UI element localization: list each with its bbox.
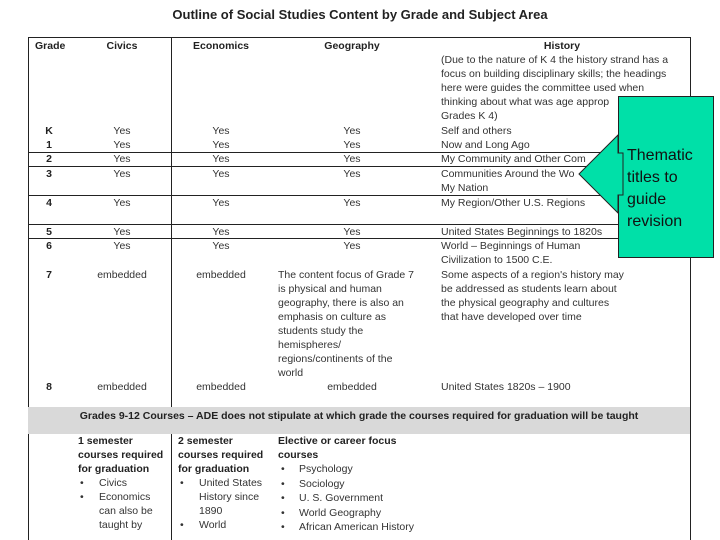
civics-cell: Yes (113, 240, 131, 252)
civics-cell: Yes (113, 168, 131, 180)
history-cell-line: My Region/Other U.S. Regions (441, 197, 586, 209)
bullet-icon: • (80, 477, 84, 489)
economics-cell: embedded (196, 381, 246, 393)
history-note-line: focus on building disciplinary skills; the headings (441, 68, 667, 80)
grade-cell: 3 (46, 168, 52, 180)
history-cell-line: be addressed as students learn about (441, 283, 617, 295)
history-cell-line: Now and Long Ago (441, 139, 530, 151)
header-history: History (543, 40, 581, 52)
bullet-icon: • (281, 506, 285, 519)
col1-item: can also be (99, 505, 153, 517)
col3-heading: Elective or career focus (278, 435, 397, 447)
civics-cell: embedded (97, 381, 147, 393)
thematic-titles-callout (618, 96, 714, 258)
col3-heading: courses (278, 449, 319, 461)
geography-cell-line: world (278, 367, 304, 379)
header-civics: Civics (106, 40, 138, 52)
col2-heading: for graduation (178, 463, 250, 475)
callout-line: revision (627, 213, 683, 230)
bullet-icon: • (80, 491, 84, 503)
col3-item: Sociology (299, 477, 345, 490)
grade-cell: 5 (46, 226, 52, 238)
economics-cell: Yes (212, 153, 230, 165)
economics-cell: Yes (212, 226, 230, 238)
geography-cell-line: emphasis on culture as (278, 311, 386, 323)
geography-cell: Yes (343, 125, 361, 137)
col3-item: Psychology (299, 463, 353, 475)
geography-cell: embedded (327, 381, 377, 393)
history-cell-line: World – Beginnings of Human (441, 240, 581, 252)
grade-cell: 4 (46, 197, 52, 209)
geography-cell-line: The content focus of Grade 7 (278, 269, 414, 281)
grade-cell: 2 (46, 153, 52, 165)
economics-cell: Yes (212, 240, 230, 252)
history-note-line: here were guides the committee used when (441, 82, 645, 94)
history-cell-line: My Nation (441, 182, 489, 194)
col3-item: World Geography (299, 506, 382, 519)
col3-item: African American History (299, 521, 414, 533)
history-cell-line: Some aspects of a region's history may (441, 269, 624, 281)
callout-line: titles to (627, 169, 678, 186)
bullet-icon: • (180, 519, 184, 531)
col2-item: World (199, 519, 227, 531)
history-cell-line: Self and others (441, 125, 512, 137)
civics-cell: embedded (97, 269, 147, 281)
economics-cell: Yes (212, 139, 230, 151)
civics-cell: Yes (113, 226, 131, 238)
history-cell-line: the physical geography and cultures (441, 297, 610, 309)
col3-item: U. S. Government (299, 492, 384, 504)
economics-cell: Yes (212, 168, 230, 180)
history-note-line: (Due to the nature of K 4 the history strand has a (441, 54, 669, 66)
col2-item: History since (199, 491, 260, 503)
geography-cell: Yes (343, 226, 361, 238)
grade-cell: 6 (46, 240, 52, 252)
civics-cell: Yes (113, 197, 131, 209)
economics-cell: Yes (212, 197, 230, 209)
geography-cell: Yes (343, 168, 361, 180)
history-cell-line: Communities Around the Wo (441, 168, 575, 180)
grade-cell: 8 (46, 381, 52, 393)
header-grade: Grade (35, 40, 66, 52)
bullet-icon: • (180, 477, 184, 489)
geography-cell-line: is physical and human (278, 283, 382, 295)
callout-arrow-icon (578, 128, 624, 214)
civics-cell: Yes (113, 139, 131, 151)
civics-cell: Yes (113, 125, 131, 137)
bullet-icon: • (281, 463, 285, 475)
geography-cell-line: hemispheres/ (278, 339, 342, 351)
geography-cell: Yes (343, 153, 361, 165)
bullet-icon: • (281, 477, 285, 490)
history-cell-line: My Community and Other Com (441, 153, 586, 165)
geography-cell-line: students study the (278, 325, 364, 337)
bullet-icon: • (281, 521, 285, 533)
col2-heading: courses required (178, 449, 264, 461)
economics-cell: Yes (212, 125, 230, 137)
col2-heading: 2 semester (178, 435, 233, 447)
callout-line: Thematic (627, 147, 693, 164)
geography-cell: Yes (343, 139, 361, 151)
geography-cell-line: geography, there is also an (278, 297, 404, 309)
geography-cell: Yes (343, 240, 361, 252)
civics-cell: Yes (113, 153, 131, 165)
col2-item: United States (199, 477, 263, 489)
grade-cell: K (45, 125, 53, 137)
col1-item: Economics (99, 491, 151, 503)
col1-item: Civics (99, 477, 127, 489)
history-note-line: thinking about what was age approp (441, 96, 610, 108)
economics-cell: embedded (196, 269, 246, 281)
grade-cell: 7 (46, 269, 52, 281)
grades-9-12-heading: Grades 9-12 Courses – ADE does not stipulate at which grade the courses required for graduation will be taught (79, 410, 639, 422)
bullet-icon: • (281, 492, 285, 504)
document-title: Outline of Social Studies Content by Grade and Subject Area (172, 7, 548, 22)
grade-cell: 1 (46, 139, 52, 151)
history-note-line: Grades K 4) (441, 110, 498, 122)
header-economics: Economics (192, 40, 250, 52)
col1-heading: courses required (78, 449, 164, 461)
history-cell-line: United States 1820s – 1900 (441, 381, 571, 393)
col2-item: 1890 (199, 505, 223, 517)
geography-cell: Yes (343, 197, 361, 209)
callout-line: guide (627, 191, 667, 208)
col1-item: taught by (99, 519, 143, 531)
col1-heading: for graduation (78, 463, 150, 475)
history-cell-line: United States Beginnings to 1820s (441, 226, 603, 238)
header-geography: Geography (324, 40, 380, 52)
col1-heading: 1 semester (78, 435, 133, 447)
history-cell-line: Civilization to 1500 C.E. (441, 254, 553, 266)
geography-cell-line: regions/continents of the (278, 353, 393, 365)
history-cell-line: that have developed over time (441, 311, 582, 323)
